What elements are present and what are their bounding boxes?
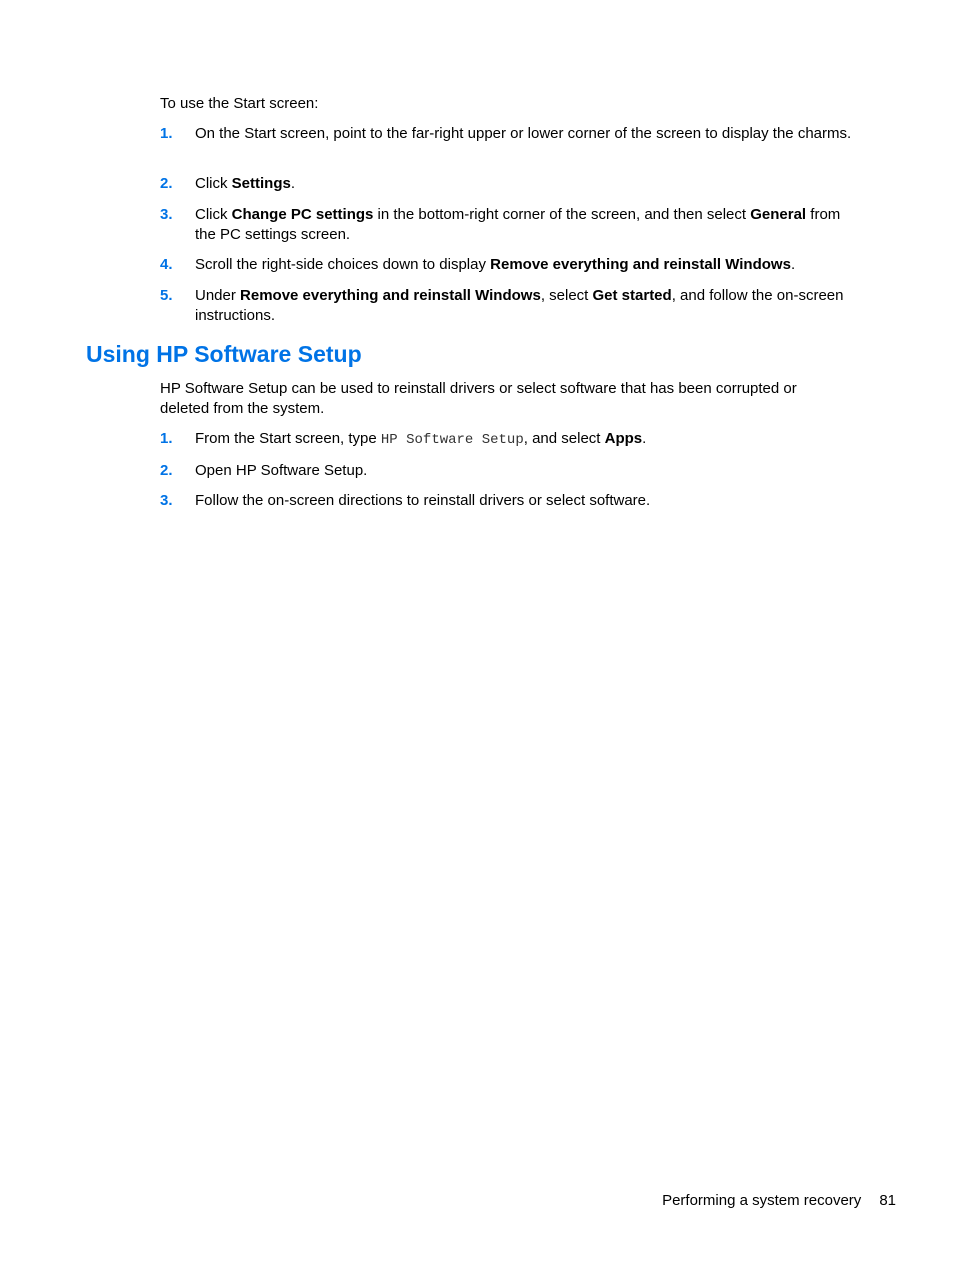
step-number: 4. bbox=[160, 256, 173, 273]
step-text bbox=[195, 256, 795, 273]
footer-section-title: Performing a system recovery bbox=[662, 1192, 862, 1209]
step-text bbox=[195, 430, 646, 447]
step-number: 1. bbox=[160, 125, 173, 142]
step-text bbox=[195, 492, 650, 509]
step-item bbox=[160, 429, 860, 449]
bold-term: Change PC settings bbox=[231, 206, 374, 223]
bold-term: Apps bbox=[604, 430, 643, 447]
step-item bbox=[160, 491, 860, 511]
bold-term: Remove everything and reinstall Windows bbox=[490, 256, 791, 273]
text-run: . bbox=[790, 256, 796, 273]
text-run: Follow the on-screen directions to reinstall drivers or select software. bbox=[195, 492, 651, 509]
step-text bbox=[195, 175, 295, 192]
text-run: in the bottom-right corner of the screen, and then select bbox=[373, 206, 751, 223]
text-run: Click bbox=[195, 175, 232, 192]
text-run: , and follow the on-screen instructions. bbox=[195, 287, 844, 324]
step-text bbox=[195, 462, 367, 479]
text-run: Open HP Software Setup. bbox=[195, 462, 368, 479]
bold-term: Remove everything and reinstall Windows bbox=[240, 287, 541, 304]
step-number: 3. bbox=[160, 206, 173, 223]
page-number: 81 bbox=[879, 1192, 896, 1209]
intro-text: To use the Start screen: bbox=[160, 95, 319, 112]
text-run: Click bbox=[195, 206, 232, 223]
step-number: 1. bbox=[160, 430, 173, 447]
page-footer bbox=[662, 1191, 896, 1211]
bold-term: Get started bbox=[592, 287, 672, 304]
step-number: 5. bbox=[160, 287, 173, 304]
step-item bbox=[160, 174, 860, 194]
typed-text: HP Software Setup bbox=[380, 432, 524, 448]
text-run: . bbox=[642, 430, 647, 447]
step-text bbox=[195, 125, 851, 142]
bold-term: General bbox=[750, 206, 807, 223]
text-run: Scroll the right-side choices down to display bbox=[195, 256, 491, 273]
text-run: Under bbox=[195, 287, 241, 304]
step-item bbox=[160, 461, 860, 481]
text-run: From the Start screen, type bbox=[195, 430, 381, 447]
step-number: 2. bbox=[160, 462, 173, 479]
start-screen-steps bbox=[160, 124, 860, 326]
text-run: , select bbox=[540, 287, 593, 304]
software-setup-steps bbox=[160, 429, 860, 511]
text-run: , and select bbox=[523, 430, 605, 447]
step-item bbox=[160, 124, 860, 164]
step-number: 3. bbox=[160, 492, 173, 509]
step-text bbox=[195, 287, 843, 324]
section-heading: Using HP Software Setup bbox=[86, 341, 362, 367]
bold-term: Settings bbox=[231, 175, 291, 192]
section-intro-text: HP Software Setup can be used to reinstall drivers or select software that has been corrupted or deleted from the system. bbox=[160, 380, 797, 417]
step-item bbox=[160, 255, 860, 275]
step-item bbox=[160, 286, 860, 326]
text-run: . bbox=[290, 175, 296, 192]
text-run: from the PC settings screen. bbox=[195, 206, 841, 243]
step-number: 2. bbox=[160, 175, 173, 192]
step-item bbox=[160, 205, 860, 245]
text-run: On the Start screen, point to the far-right upper or lower corner of the screen to display the charms. bbox=[195, 125, 852, 142]
step-text bbox=[195, 206, 840, 243]
